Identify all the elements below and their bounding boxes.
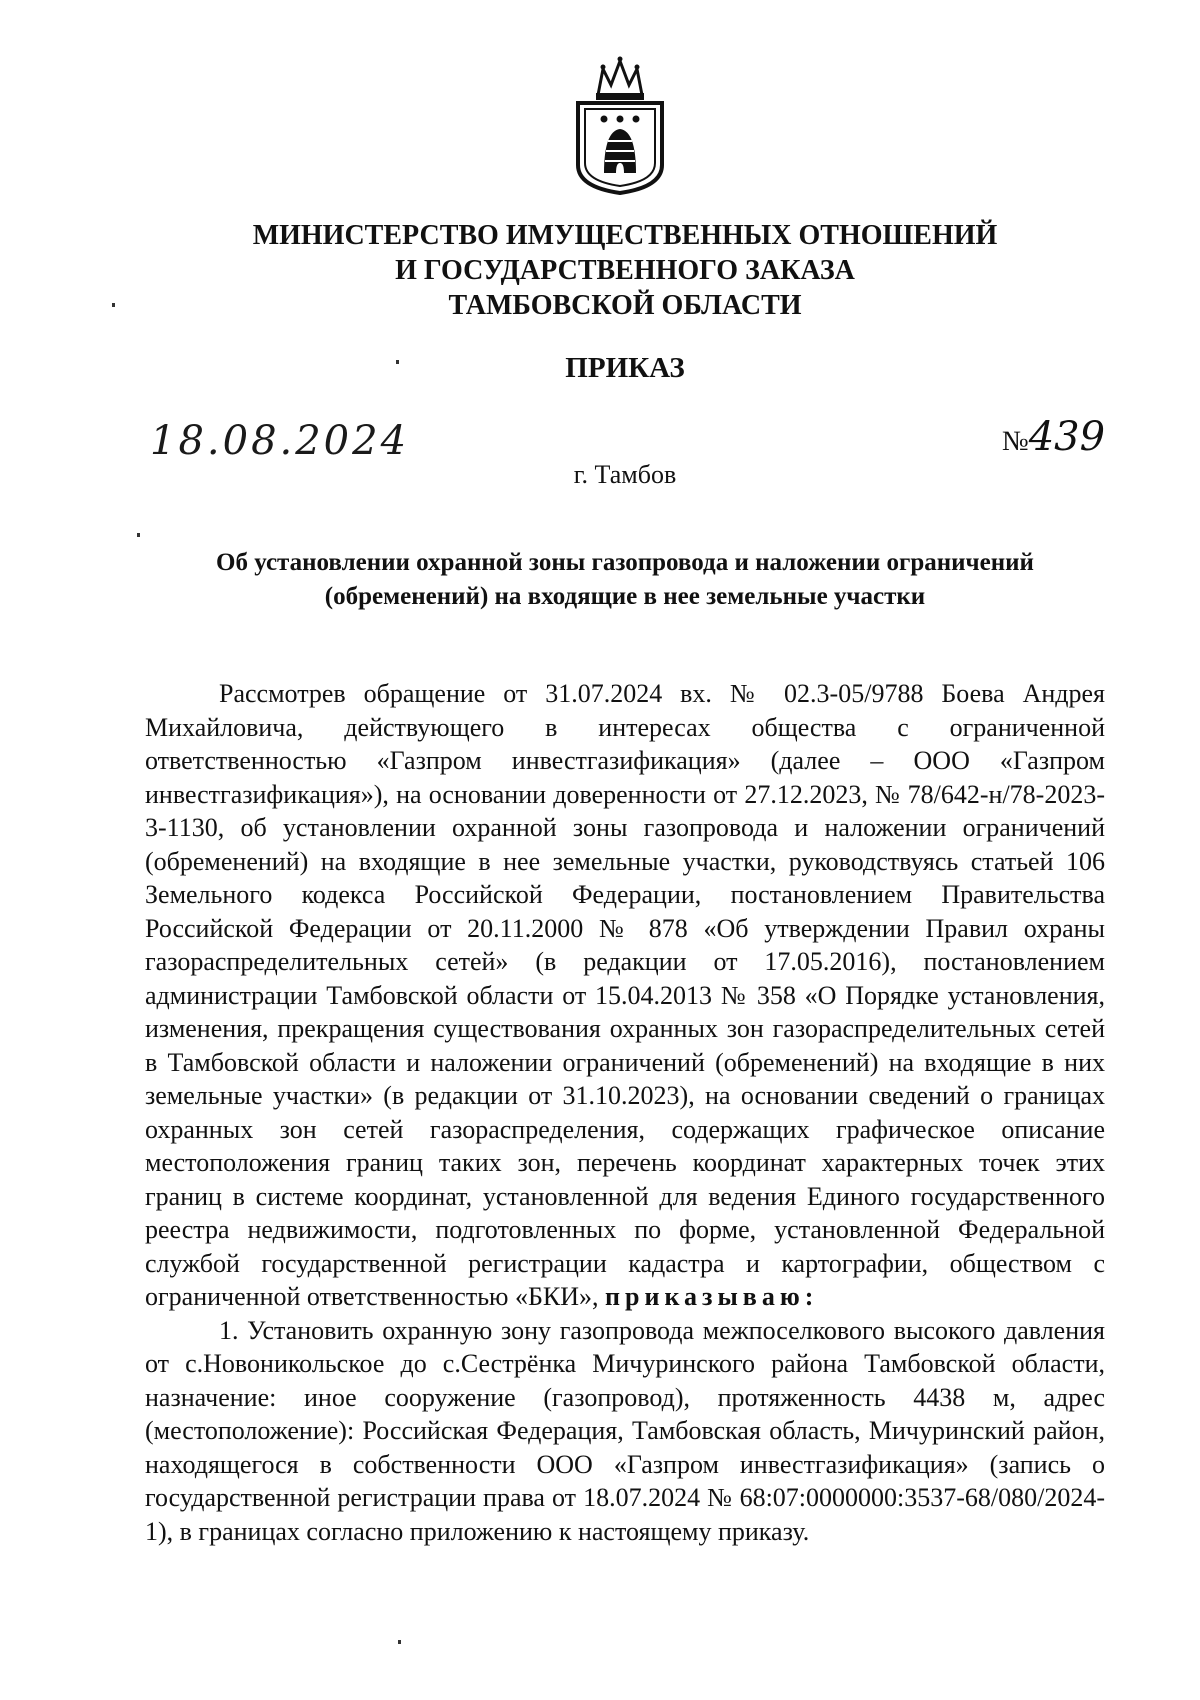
coat-of-arms-icon xyxy=(570,55,670,195)
subject-line-2: (обременений) на входящие в нее земельные участки xyxy=(324,583,926,610)
order-subject xyxy=(140,546,1110,614)
handwritten-number: 439 xyxy=(1028,414,1106,460)
document-number xyxy=(1002,414,1105,460)
subject-line-1: Об установлении охранной зоны газопровода и наложении ограничений xyxy=(216,549,1034,576)
document-type: ПРИКАЗ xyxy=(565,352,685,384)
header-line-2: И ГОСУДАРСТВЕННОГО ЗАКАЗА xyxy=(395,255,855,286)
scan-speck xyxy=(137,533,140,537)
number-label: № xyxy=(1002,426,1029,457)
preamble-text: Рассмотрев обращение от 31.07.2024 вх. № 02.3-05/9788 Боева Андрея Михайловича, действующего в интересах общества с ограниченной ответственностью «Газпром инвестгазификация» (далее – ООО «Газпром инвестгазификация»), на основании доверенности от 27.12.2023, № 78/642-н/78-2023-3-1130, об установлении охранной зоны газопровода и наложении ограничений (обременений) на входящие в нее земельные участки, руководствуясь статьей 106 Земельного кодекса Российской Федерации, постановлением Правительства Российской Федерации от 20.11.2000 № 878 «Об утверждении Правил охраны газораспределительных сетей» (в редакции от 17.05.2016), постановлением администрации Тамбовской области от 15.04.2013 № 358 «О Порядке установления, изменения, прекращения существования охранных зон газораспределительных сетей в Тамбовской области и наложении ограничений (обременений) на входящие в них земельные участки» (в редакции от 31.10.2023), на основании сведений о границах охранных зон сетей газораспределения, содержащих графическое описание местоположения границ таких зон, перечень координат характерных точек этих границ в системе координат, установленной для ведения Единого государственного реестра недвижимости, подготовленных по форме, установленной Федеральной службой государственной регистрации кадастра и картографии, обществом с ограниченной ответственностью «БКИ», xyxy=(145,679,1105,1311)
scan-speck xyxy=(112,303,115,307)
header-line-1: МИНИСТЕРСТВО ИМУЩЕСТВЕННЫХ ОТНОШЕНИЙ xyxy=(252,220,998,251)
scan-speck xyxy=(398,1640,401,1644)
handwritten-date: 18.08.2024 xyxy=(150,418,410,464)
scan-speck xyxy=(396,360,399,364)
header-line-3: ТАМБОВСКОЙ ОБЛАСТИ xyxy=(448,290,802,321)
item-1-paragraph: 1. Установить охранную зону газопровода межпоселкового высокого давления от с.Новоникольское до с.Сестрёнка Мичуринского района Тамбовской области, назначение: иное сооружение (газопровод), протяженность 4438 м, адрес (местоположение): Российская Федерация, Тамбовская область, Мичуринский район, находящегося в собственности ООО «Газпром инвестгазификация» (запись о государственной регистрации права от 18.07.2024 № 68:07:0000000:3537-68/080/2024-1), в границах согласно приложению к настоящему приказу. xyxy=(145,1315,1105,1546)
preamble-paragraph xyxy=(145,677,1105,1314)
city: г. Тамбов xyxy=(573,460,677,489)
order-body xyxy=(145,677,1105,1548)
order-word: приказываю: xyxy=(605,1282,819,1311)
ministry-header xyxy=(0,218,1200,323)
